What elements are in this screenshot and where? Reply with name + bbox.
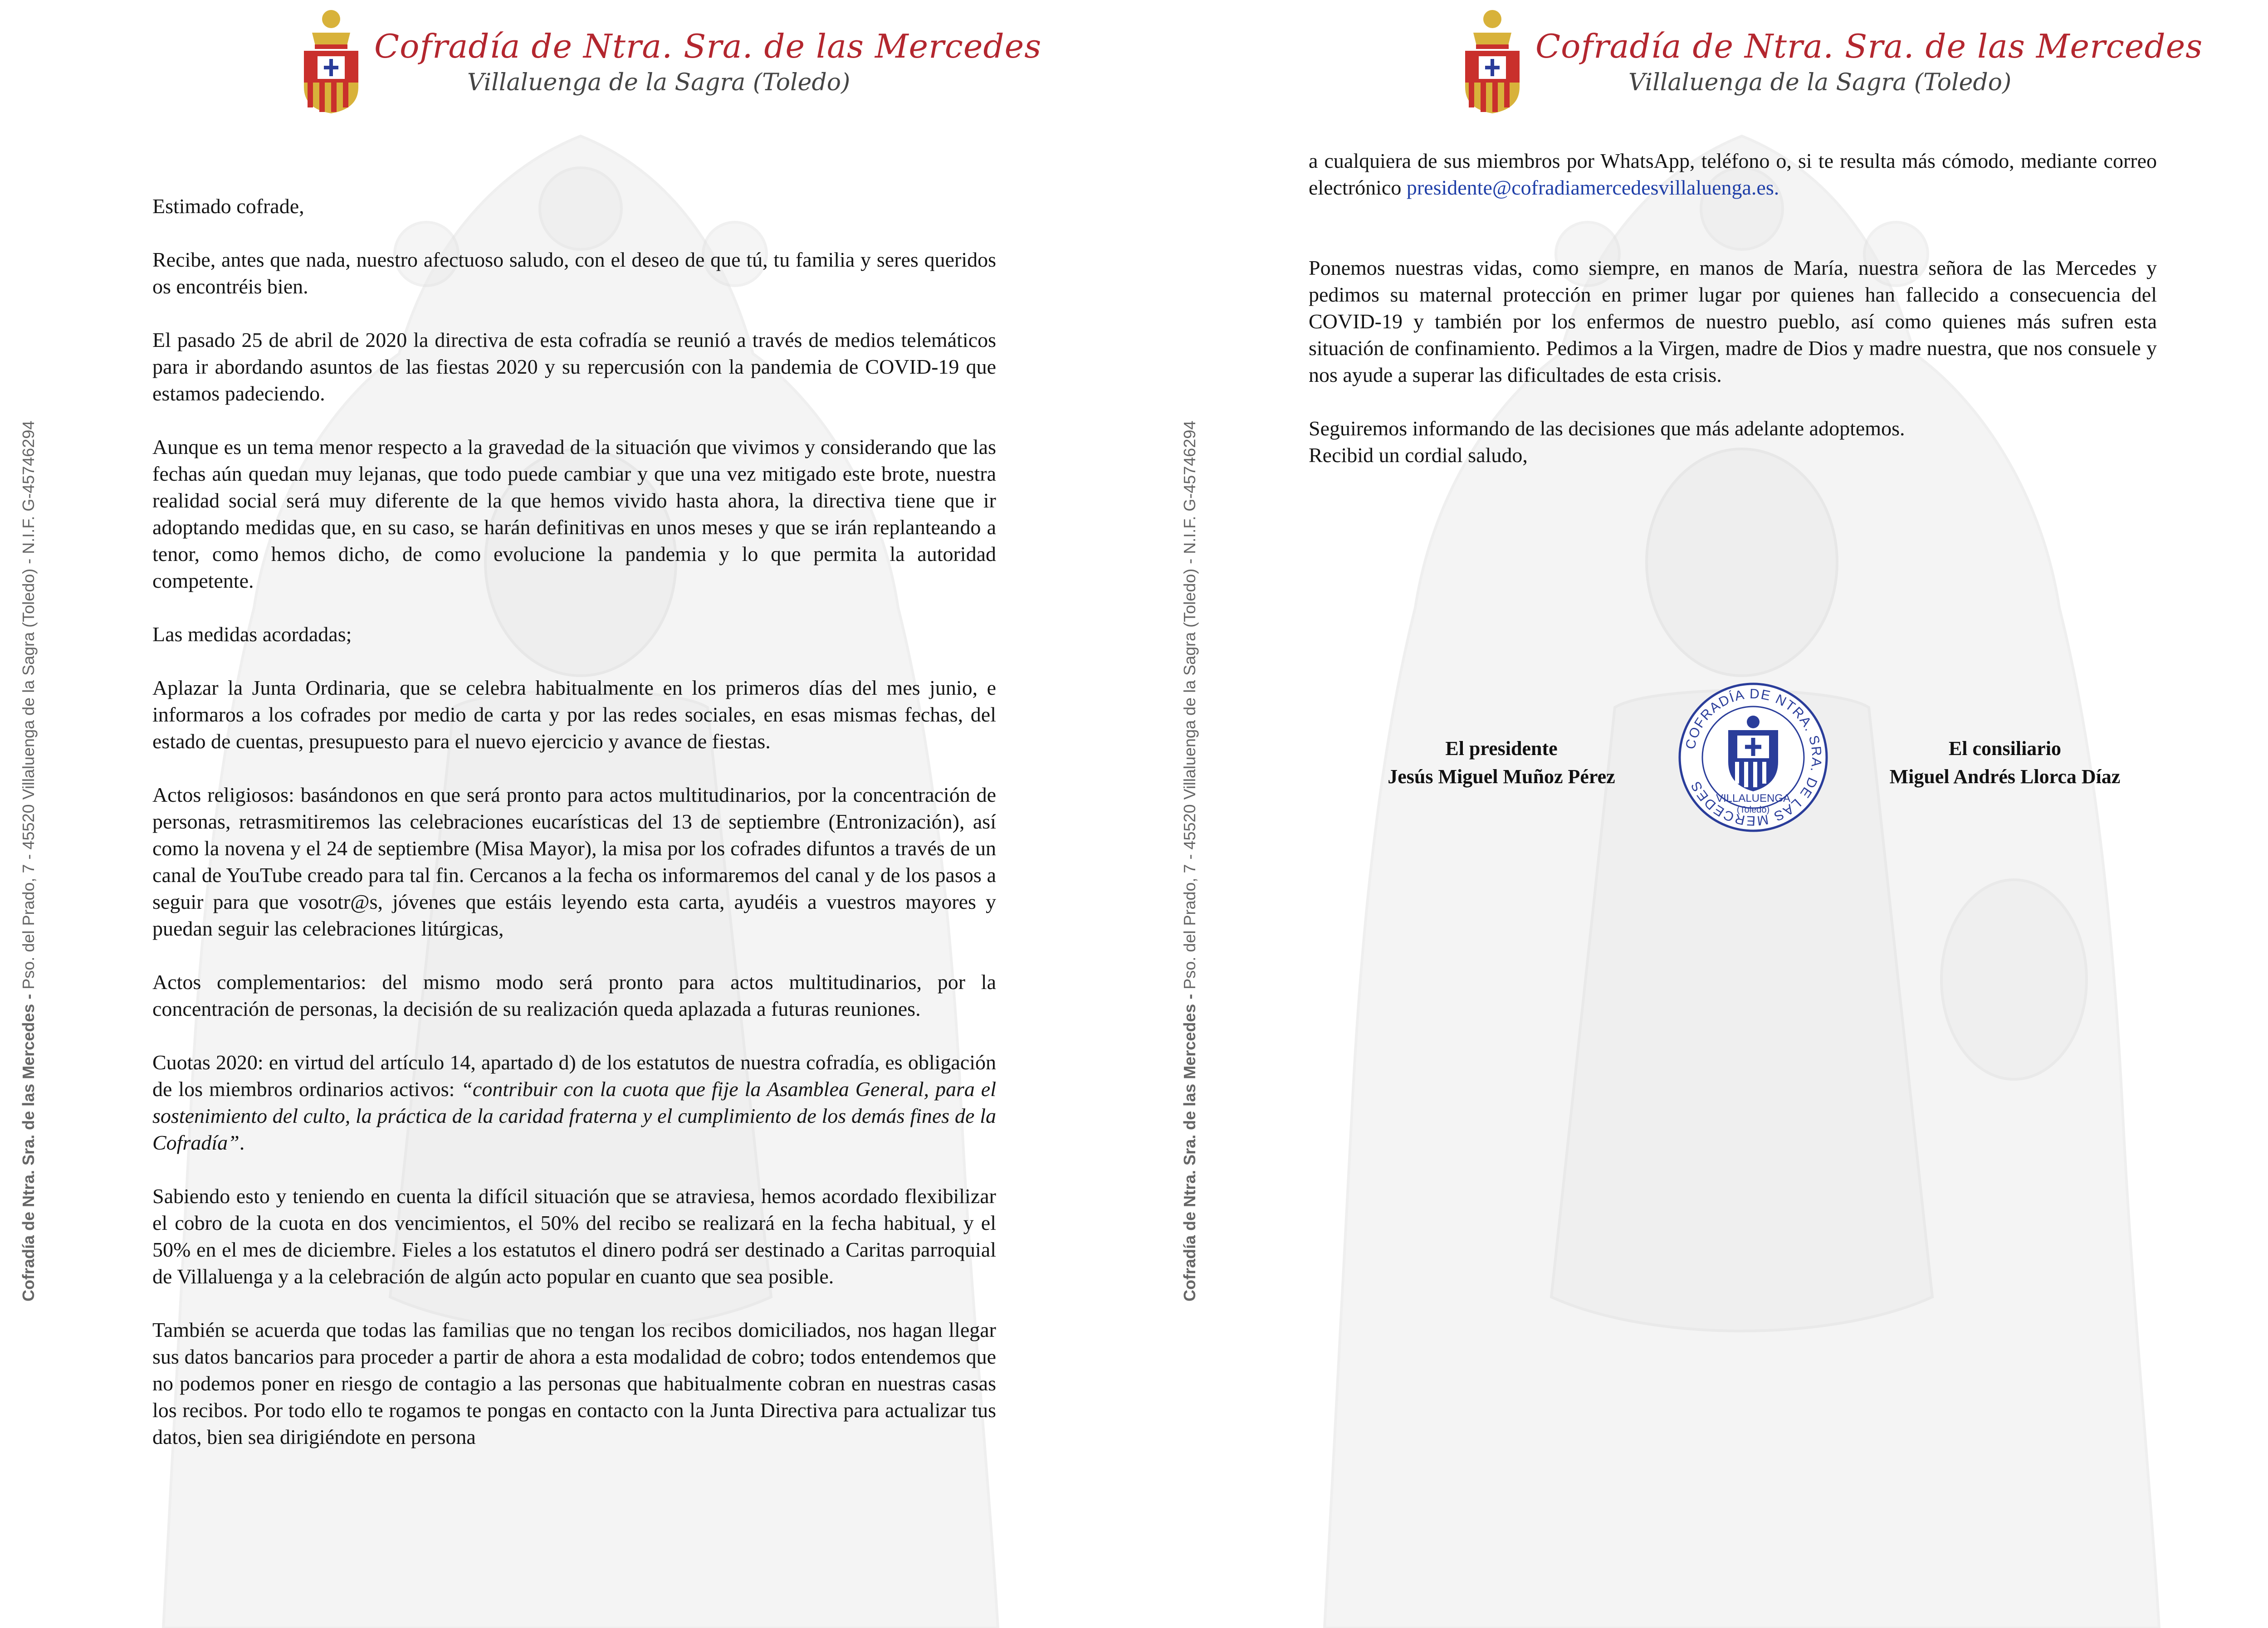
email-end: . xyxy=(1774,176,1779,199)
letterhead xyxy=(299,5,1042,114)
letter-body-page-1 xyxy=(152,193,996,1477)
seal-town: VILLALUENGA xyxy=(1716,792,1791,804)
paragraph-prayer: Ponemos nuestras vidas, como siempre, en manos de María, nuestra señora de las Mercedes y pedimos su maternal protección en primer lugar por quienes han fallecido a consecuencia del COVID-19 y también por los enfermos de nuestro pueblo, así como quienes más sufren esta situación de confinamiento. Pedimos a la Virgen, madre de Dios y madre nuestra, que nos consuele y nos ayude a superar las dificultades de esta crisis. xyxy=(1309,256,2157,386)
cofradia-seal-stamp xyxy=(1676,680,1830,834)
cuotas-intro: Cuotas 2020: en virtud del artículo 14, apartado d) de los estatutos de nuestra cofradía, es obligación de los miembros ordinarios activos: xyxy=(152,1051,996,1101)
seal-province: (Toledo) xyxy=(1736,805,1770,815)
consiliario-name: Miguel Andrés Llorca Díaz xyxy=(1889,765,2121,788)
paragraph-actos-complementarios: Actos complementarios: del mismo modo será pronto para actos multitudinarios, por la concentración de personas, la decisión de su realización queda aplazada a futuras reuniones. xyxy=(152,970,996,1020)
side-margin-address xyxy=(1180,304,1199,1301)
brand-name: Cofradía de Ntra. Sra. de las Mercedes xyxy=(374,27,1042,65)
paragraph-cuotas xyxy=(152,1049,996,1156)
brand-name: Cofradía de Ntra. Sra. de las Mercedes xyxy=(1535,27,2203,65)
side-margin-name: Cofradía de Ntra. Sra. de las Mercedes - xyxy=(19,994,38,1301)
side-margin-address xyxy=(19,304,38,1301)
greeting: Estimado cofrade, xyxy=(152,195,304,218)
signature-consiliario xyxy=(1833,735,2177,791)
email-link[interactable]: presidente@cofradiamercedesvillaluenga.es xyxy=(1406,176,1774,199)
letter-body-page-2 xyxy=(1309,147,2157,495)
coat-of-arms-icon xyxy=(1461,5,1524,114)
side-margin-details: Pso. del Prado, 7 - 45520 Villaluenga de la Sagra (Toledo) - N.I.F. G-45746294 xyxy=(1180,420,1199,989)
seal-ring-text: COFRADÍA DE NTRA. SRA. DE LAS MERCEDES xyxy=(1683,686,1824,829)
brand-place: Villaluenga de la Sagra (Toledo) xyxy=(467,69,850,96)
paragraph-measures-heading: Las medidas acordadas; xyxy=(152,623,352,646)
paragraph-context: Aunque es un tema menor respecto a la gravedad de la situación que vivimos y considerando que las fechas aún quedan muy lejanas, que todo puede cambiar y que una vez mitigado este brote, nuestra realidad social será muy diferente de la que hemos vivido hasta ahora, la directiva tiene que ir adoptando medidas que, en su caso, se harán definitivas en unos meses y que se irán replanteando a tenor, como hemos dicho, de como evolucione la pandemia y lo que permita la autoridad competente. xyxy=(152,435,996,592)
paragraph-junta-ordinaria: Aplazar la Junta Ordinaria, que se celebra habitualmente en los primeros días del mes junio, e informaros a los cofrades por medio de carta y por las redes sociales, en esas mismas fechas, del estado de cuentas, presupuesto para el nuevo ejercicio y avance de fiestas. xyxy=(152,676,996,753)
paragraph-meeting: El pasado 25 de abril de 2020 la directiva de esta cofradía se reunió a través de medios telemáticos para ir abordando asuntos de las fiestas 2020 y su repercusión con la pandemia de COVID-19 que estamos padeciendo. xyxy=(152,328,996,405)
cuotas-quote: “contribuir con la cuota que fije la Asamblea General, para el sostenimiento del culto, la práctica de la caridad fraterna y el cumplimiento de los demás fines de la Cofradía” xyxy=(152,1077,996,1154)
paragraph-farewell: Recibid un cordial saludo, xyxy=(1309,444,1528,467)
president-title: El presidente xyxy=(1445,737,1558,760)
paragraph-actos-religiosos: Actos religiosos: basándonos en que será pronto para actos multitudinarios, por la concentración de personas, retrasmitiremos las celebraciones eucarísticas del 13 de septiembre (Entronización), así como la novena y el 24 de septiembre (Misa Mayor), la misa por los cofrades difuntos a través de un canal de YouTube creado para tal fin. Cercanos a la fecha os informaremos del canal y de los pasos a seguir para que vosotr@s, jóvenes que estáis leyendo esta carta, ayudéis a vuestros mayores y puedan seguir las celebraciones litúrgicas, xyxy=(152,783,996,940)
paragraph-closing: Seguiremos informando de las decisiones que más adelante adoptemos. xyxy=(1309,417,1905,440)
cuotas-end: . xyxy=(239,1131,245,1154)
paragraph-contact xyxy=(1309,147,2157,201)
paragraph-intro: Recibe, antes que nada, nuestro afectuoso saludo, con el deseo de que tú, tu familia y seres queridos os encontréis bien. xyxy=(152,248,996,298)
paragraph-bank-details: También se acuerda que todas las familias que no tengan los recibos domiciliados, nos hagan llegar sus datos bancarios para proceder a partir de ahora a esta modalidad de cobro; todos entendemos que no podemos poner en riesgo de contagio a las personas que habitualmente cobran en nuestras casas los recibos. Por todo ello te rogamos te pongas en contacto con la Junta Directiva para actualizar tus datos, bien sea dirigiéndote en persona xyxy=(152,1318,996,1448)
consiliario-title: El consiliario xyxy=(1948,737,2062,760)
brand-place: Villaluenga de la Sagra (Toledo) xyxy=(1628,69,2012,96)
letter-page-2 xyxy=(1161,0,2268,1628)
contact-text: a cualquiera de sus miembros por WhatsApp, teléfono o, si te resulta más cómodo, mediante correo electrónico xyxy=(1309,149,2157,199)
paragraph-payment: Sabiendo esto y teniendo en cuenta la difícil situación que se atraviesa, hemos acordado flexibilizar el cobro de la cuota en dos vencimientos, el 50% del recibo se realizará en la fecha habitual, y el 50% en el mes de diciembre. Fieles a los estatutos el dinero podrá ser destinado a Caritas parroquial de Villaluenga y a la celebración de algún acto popular en cuanto que sea posible. xyxy=(152,1184,996,1288)
president-name: Jesús Miguel Muñoz Pérez xyxy=(1388,765,1615,788)
signature-president xyxy=(1329,735,1674,791)
side-margin-name: Cofradía de Ntra. Sra. de las Mercedes - xyxy=(1180,994,1199,1301)
side-margin-details: Pso. del Prado, 7 - 45520 Villaluenga de la Sagra (Toledo) - N.I.F. G-45746294 xyxy=(19,420,38,989)
letterhead xyxy=(1461,5,2203,114)
coat-of-arms-icon xyxy=(299,5,363,114)
